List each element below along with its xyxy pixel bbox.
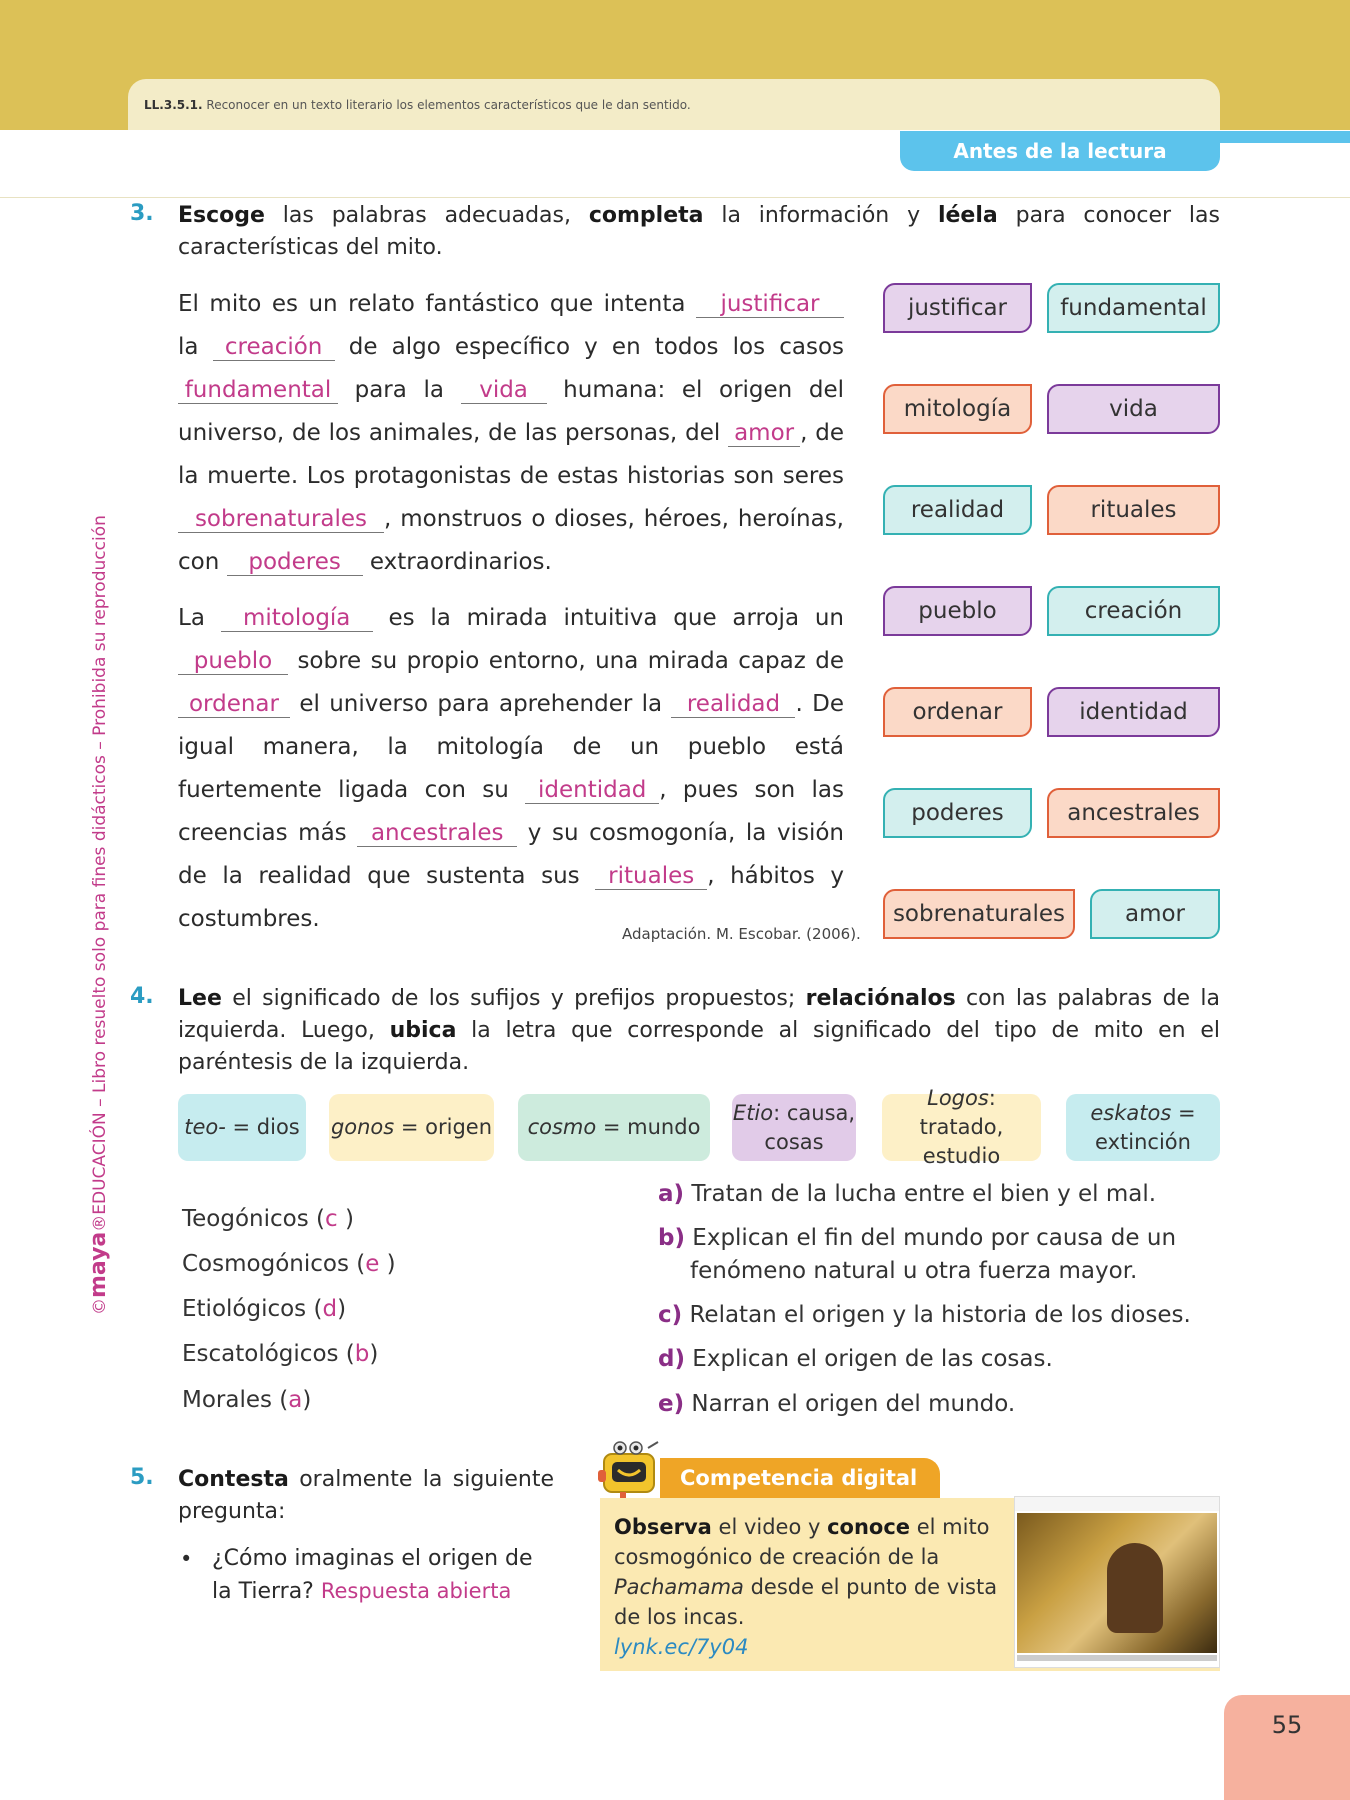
word-bank-item[interactable]: sobrenaturales [883,889,1075,939]
bullet-icon: • [180,1547,193,1571]
video-thumbnail[interactable] [1014,1496,1220,1668]
exercise-5-instruction: Contesta oralmente la siguiente pregunta: [178,1467,554,1524]
open-answer[interactable]: Respuesta abierta [320,1579,512,1603]
word-bank-item[interactable]: pueblo [883,586,1032,636]
digital-competence-text: Observa el video y conoce el mito cosmogónico de creación de la Pachamama desde el punto de vista de los incas. lynk.ec/7y04 [614,1515,998,1659]
affix-card: teo- = dios [178,1094,306,1161]
myth-type-item: Morales (a) [182,1387,312,1413]
answer-blank[interactable]: fundamental [178,377,338,404]
myth-paragraph-1: El mito es un relato fantástico que intenta justificar la creación de algo específico y en todos los casos fundamental para la vida humana: el origen del universo, de los animales, de las personas, del amor , de la muerte. Los protagonistas de estas historias son seres sobrenaturales , monstruos o dioses, héroes, heroínas, con poderes extraordinarios. [178,291,845,575]
match-answer[interactable]: d [322,1296,338,1322]
myth-type-item: Etiológicos (d) [182,1296,347,1322]
affix-card: eskatos = extinción [1066,1094,1220,1161]
match-answer[interactable]: b [354,1341,370,1367]
answer-blank[interactable]: creación [213,334,335,361]
exercise-5-number: 5. [130,1465,154,1490]
myth-type-item: Teogónicos (c ) [182,1206,354,1232]
skill-standard-bar [128,79,1220,130]
divider [0,197,1350,198]
video-link[interactable]: lynk.ec/7y04 [614,1635,749,1659]
answer-blank[interactable]: pueblo [178,648,288,675]
section-tab-tail [1220,131,1350,143]
answer-blank[interactable]: vida [461,377,547,404]
answer-blank[interactable]: ordenar [178,691,290,718]
exercise-4-instruction: Lee el significado de los sufijos y prefijos propuestos; relaciónalos con las palabras de la izquierda. Luego, ubica la letra que corresponde al significado del tipo de mito en el paréntesis de la izquierda. [178,986,1221,1075]
word-bank-item[interactable]: ancestrales [1047,788,1220,838]
affix-card: Logos: tratado, estudio [882,1094,1041,1161]
section-tab: Antes de la lectura [900,131,1220,171]
definition-item: a) Tratan de la lucha entre el bien y el mal. [658,1181,1157,1207]
match-answer[interactable]: e [365,1251,380,1277]
person-silhouette [1107,1543,1163,1633]
answer-blank[interactable]: realidad [671,691,795,718]
exercise-3-number: 3. [130,201,154,226]
definition-item: d) Explican el origen de las cosas. [658,1346,1053,1372]
answer-blank[interactable]: poderes [227,549,363,576]
affix-card: cosmo = mundo [518,1094,710,1161]
answer-blank[interactable]: justificar [696,291,844,318]
myth-type-item: Escatológicos (b) [182,1341,379,1367]
word-bank-item[interactable]: poderes [883,788,1032,838]
video-caption-bar [1017,1655,1217,1661]
brand-logo: maya [86,1231,111,1298]
myth-type-item: Cosmogónicos (e ) [182,1251,396,1277]
definition-item: c) Relatan el origen y la historia de los dioses. [658,1302,1191,1328]
answer-blank[interactable]: sobrenaturales [178,506,384,533]
myth-paragraph-2: La mitología es la mirada intuitiva que arroja un pueblo sobre su propio entorno, una mirada capaz de ordenar el universo para aprehender la realidad . De igual manera, la mitología de un pueblo está fuertemente ligada con su identidad , pues son las creencias más ancestrales y su cosmogonía, la visión de la realidad que sustenta sus rituales , hábitos y costumbres. [178,605,845,932]
answer-blank[interactable]: mitología [221,605,373,632]
copyright-sidebar: ©maya®EDUCACIÓN – Libro resuelto solo para fines didácticos – Prohibida su reproducción [86,515,111,1315]
word-bank-item[interactable]: rituales [1047,485,1220,535]
answer-blank[interactable]: amor [728,420,800,447]
exercise-4-number: 4. [130,984,154,1009]
word-bank-item[interactable]: mitología [883,384,1032,434]
browser-bar [1015,1497,1219,1511]
word-bank-item[interactable]: justificar [883,283,1032,333]
word-bank-item[interactable]: creación [1047,586,1220,636]
answer-blank[interactable]: rituales [595,863,707,890]
affix-card: gonos = origen [329,1094,494,1161]
word-bank-item[interactable]: realidad [883,485,1032,535]
word-bank-item[interactable]: vida [1047,384,1220,434]
answer-blank[interactable]: identidad [525,777,659,804]
definition-item: e) Narran el origen del mundo. [658,1391,1016,1417]
match-answer[interactable]: c [325,1206,338,1232]
digital-competence-title: Competencia digital [660,1458,940,1498]
exercise-5-question: ¿Cómo imaginas el origen de la Tierra? Respuesta abierta [212,1546,533,1604]
robot-mascot-icon [596,1440,666,1500]
word-bank-item[interactable]: fundamental [1047,283,1220,333]
definition-item: b) Explican el fin del mundo por causa de un fenómeno natural u otra fuerza mayor. [658,1225,1177,1284]
match-answer[interactable]: a [288,1387,303,1413]
video-frame [1017,1513,1217,1653]
affix-card: Etio: causa, cosas [732,1094,856,1161]
skill-standard: LL.3.5.1. Reconocer en un texto literario los elementos característicos que le dan sentido. [144,98,691,112]
exercise-3-instruction: Escoge las palabras adecuadas, completa la información y léela para conocer las características del mito. [178,203,1220,260]
answer-blank[interactable]: ancestrales [357,820,517,847]
page-number: 55 [1224,1695,1350,1800]
source-credit: Adaptación. M. Escobar. (2006). [622,925,861,943]
word-bank-item[interactable]: ordenar [883,687,1032,737]
word-bank-item[interactable]: amor [1090,889,1220,939]
word-bank-item[interactable]: identidad [1047,687,1220,737]
